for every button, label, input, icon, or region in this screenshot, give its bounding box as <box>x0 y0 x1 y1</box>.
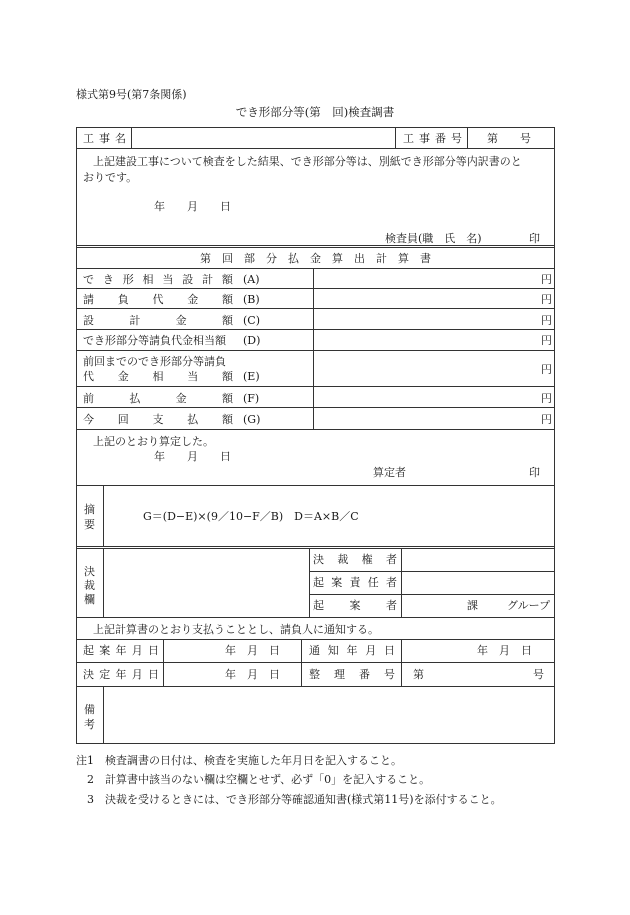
summary-label: 摘要 <box>84 503 95 531</box>
calc-row-d-code: (D) <box>243 334 261 347</box>
remarks-field[interactable] <box>105 688 551 741</box>
computation-date[interactable]: 年 月 日 <box>154 450 231 463</box>
inspection-statement-line1: 上記建設工事について検査をした結果、でき形部分等は、別紙でき形部分等内訳書のと <box>93 155 522 168</box>
calc-row-e-label-line1: 前回までのでき形部分等請負 <box>83 355 226 368</box>
calc-row-c-unit: 円 <box>541 314 552 327</box>
calc-row-e-unit: 円 <box>541 363 552 376</box>
calc-row-d-unit: 円 <box>541 334 552 347</box>
project-name-label: 工事名 <box>83 132 131 145</box>
notice-date-label: 通 知 年 月 日 <box>309 644 395 657</box>
calc-row-b-code: (B) <box>243 293 260 306</box>
reference-number-label: 整 理 番 号 <box>309 668 395 681</box>
calc-row-f-unit: 円 <box>541 392 552 405</box>
project-number-field[interactable]: 第 号 <box>487 132 531 145</box>
calc-row-e-code: (E) <box>243 370 260 383</box>
decision-dept-label: 課 <box>467 599 478 612</box>
note-3: 3 決裁を受けるときには、でき形部分等確認通知書(様式第11号)を添付すること。 <box>76 793 502 806</box>
calc-row-g-unit: 円 <box>541 413 552 426</box>
calc-row-a-label: で き 形 相 当 設 計 額 <box>83 273 233 286</box>
inspector-label: 検査員(職 氏 名) <box>385 232 482 245</box>
decision-date-field[interactable]: 年 月 日 <box>225 668 280 681</box>
summary-formula: G＝(D−E)×(9／10−F／B) D＝A×B／C <box>143 510 359 523</box>
calc-heading: 第 回 部 分 払 金 算 出 計 算 書 <box>200 252 431 265</box>
decision-responsible-label: 起 案 責 任 者 <box>313 576 397 589</box>
remarks-label: 備考 <box>84 703 95 731</box>
document-title: でき形部分等(第 回)検査調書 <box>235 105 395 119</box>
calc-row-b-unit: 円 <box>541 293 552 306</box>
calc-row-f-label: 前 払 金 額 <box>83 392 233 405</box>
note-2: 2 計算書中該当のない欄は空欄とせず、必ず「0」を記入すること。 <box>76 773 431 786</box>
calc-row-c-code: (C) <box>243 314 260 327</box>
calc-row-g-code: (G) <box>243 413 261 426</box>
calc-row-d-label: でき形部分等請負代金相当額 <box>83 334 226 347</box>
decision-group-label: グループ <box>507 599 551 612</box>
calc-row-c-label: 設 計 金 額 <box>83 314 233 327</box>
calc-row-f-code: (F) <box>243 392 260 405</box>
decision-date-label: 決 定 年 月 日 <box>83 668 159 681</box>
project-number-label: 工事番号 <box>403 132 467 145</box>
payment-statement: 上記計算書のとおり支払うこととし、請負人に通知する。 <box>93 623 379 636</box>
reference-number-prefix: 第 <box>413 668 424 681</box>
calculator-seal: 印 <box>529 466 540 479</box>
form-number: 様式第9号(第7条関係) <box>76 88 187 101</box>
calc-row-g-label: 今 回 支 払 額 <box>83 413 233 426</box>
note-1: 注1 検査調書の日付は、検査を実施した年月日を記入すること。 <box>76 754 402 767</box>
computation-statement: 上記のとおり算定した。 <box>93 435 214 448</box>
inspection-form <box>76 127 555 744</box>
decision-label: 決裁欄 <box>84 565 95 606</box>
decision-authority-label: 決 裁 権 者 <box>313 553 397 566</box>
inspection-date[interactable]: 年 月 日 <box>154 200 231 213</box>
inspection-statement-line2: おりです。 <box>83 171 138 184</box>
calc-row-a-unit: 円 <box>541 273 552 286</box>
draft-date-label: 起 案 年 月 日 <box>83 644 159 657</box>
calc-row-b-label: 請 負 代 金 額 <box>83 293 233 306</box>
notice-date-field[interactable]: 年 月 日 <box>477 644 532 657</box>
calculator-label: 算定者 <box>373 466 406 479</box>
calc-row-e-label-line2: 代 金 相 当 額 <box>83 370 233 383</box>
inspector-seal: 印 <box>529 232 540 245</box>
decision-drafter-label: 起 案 者 <box>313 599 397 612</box>
reference-number-suffix: 号 <box>533 668 544 681</box>
project-name-field[interactable] <box>132 129 394 147</box>
calc-row-a-code: (A) <box>243 273 260 286</box>
draft-date-field[interactable]: 年 月 日 <box>225 644 280 657</box>
